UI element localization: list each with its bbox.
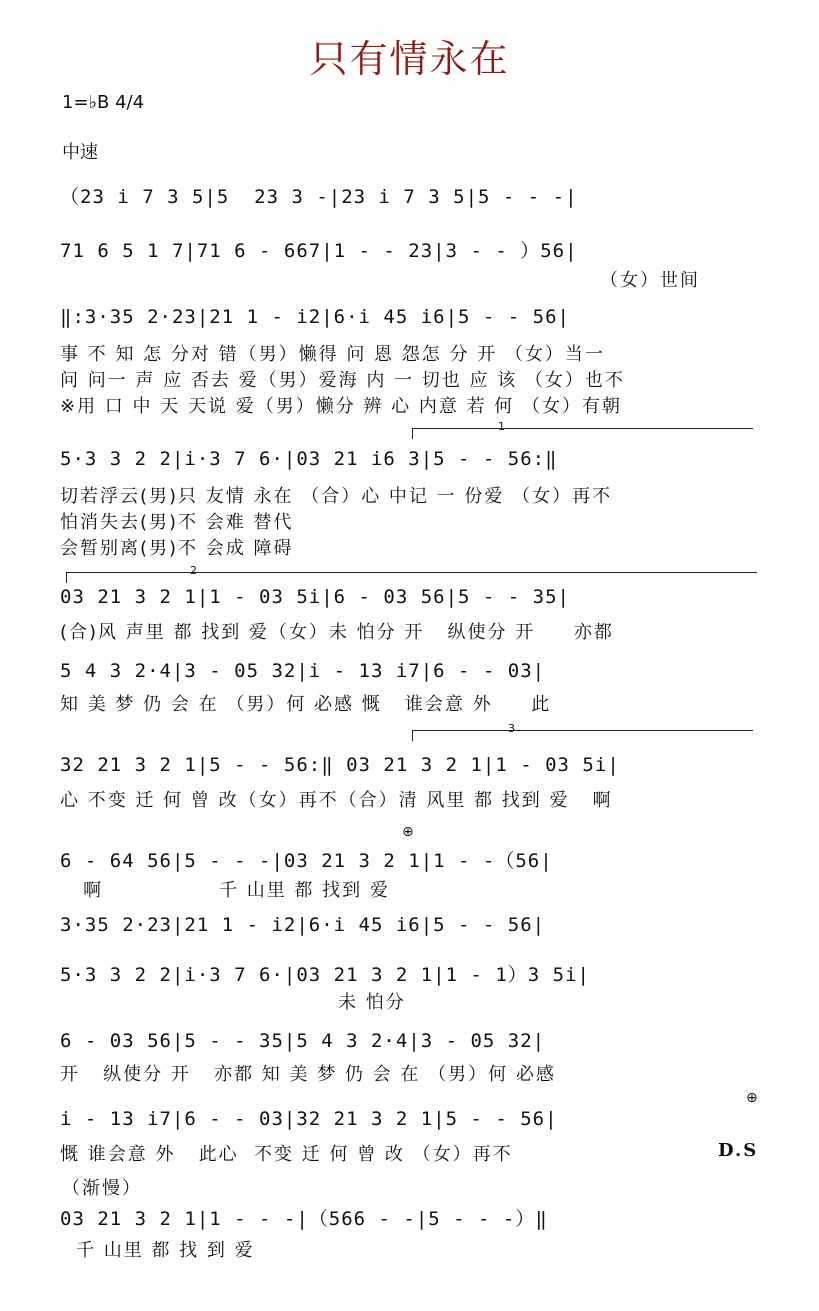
lyric-line: 千 山里 都 找 到 爱 <box>76 1240 255 1261</box>
lyric-line: ※用 口 中 天 天说 爱（男）懒分 辨 心 内意 若 何 （女）有朝 <box>60 396 623 417</box>
notation-row: 6 - 03 56|5 - - 35|5 4 3 2·4|3 - 05 32| <box>60 1030 546 1052</box>
lyric-line: 慨 谁会意 外 此心 不变 迁 何 曾 改 （女）再不 <box>60 1144 513 1165</box>
volta-number: 3 <box>508 722 515 735</box>
notation-row: 03 21 3 2 1|1 - 03 5i|6 - 03 56|5 - - 35| <box>60 586 570 608</box>
notation-row: 5·3 3 2 2|i·3 7 6·|03 21 3 2 1|1 - 1）3 5i| <box>60 964 590 986</box>
volta-number: 2 <box>190 564 197 577</box>
volta-bracket <box>66 572 757 583</box>
lyric-line: 怕消失去(男)不 会难 替代 <box>60 512 294 533</box>
notation-row: （23 i 7 3 5|5 23 3 -|23 i 7 3 5|5 - - -| <box>60 186 578 208</box>
lyric-line: 切若浮云(男)只 友情 永在 （合）心 中记 一 份爱 （女）再不 <box>60 486 613 507</box>
coda-sign: ⊕ <box>402 824 414 840</box>
notation-row: 5 4 3 2·4|3 - 05 32|i - 13 i7|6 - - 03| <box>60 660 546 682</box>
notation-row: 32 21 3 2 1|5 - - 56:‖ 03 21 3 2 1|1 - 03 5i| <box>60 754 620 776</box>
volta-bracket <box>412 428 753 439</box>
lyric-line: 未 怕分 <box>60 992 406 1013</box>
lyric-line: (合)风 声里 都 找到 爱（女）未 怕分 开 纵使分 开 亦都 <box>60 622 614 643</box>
lyric-line: 会暂别离(男)不 会成 障碍 <box>60 538 294 559</box>
lyric-line: 知 美 梦 仍 会 在 （男）何 必感 慨 谁会意 外 此 <box>60 694 552 715</box>
notation-row: ‖:3·35 2·23|21 1 - i2|6·i 45 i6|5 - - 56| <box>60 306 570 328</box>
tempo-marking: 中速 <box>62 142 98 163</box>
notation-row: 03 21 3 2 1|1 - - -|（566 - -|5 - - -）‖ <box>60 1208 548 1230</box>
song-title: 只有情永在 <box>309 37 510 81</box>
lyric-line: 开 纵使分 开 亦都 知 美 梦 仍 会 在 （男）何 必感 <box>60 1064 556 1085</box>
key-signature: 1=♭B 4/4 <box>62 92 145 113</box>
volta-number: 1 <box>498 420 505 433</box>
notation-row: 3·35 2·23|21 1 - i2|6·i 45 i6|5 - - 56| <box>60 914 546 936</box>
notation-row: 5·3 3 2 2|i·3 7 6·|03 21 i6 3|5 - - 56:‖ <box>60 448 558 470</box>
coda-sign: ⊕ <box>746 1090 758 1106</box>
lyric-line: 心 不变 迁 何 曾 改（女）再不（合）清 风里 都 找到 爱 啊 <box>60 790 613 811</box>
lyric-line: 啊 千 山里 都 找到 爱 <box>60 880 390 901</box>
lyric-line: 事 不 知 怎 分对 错（男）懒得 问 恩 怨怎 分 开 （女）当一 <box>60 344 605 365</box>
ritardando-mark: （渐慢） <box>62 1178 142 1199</box>
notation-row: 6 - 64 56|5 - - -|03 21 3 2 1|1 - -（56| <box>60 850 553 872</box>
lyric-line: 问 问一 声 应 否去 爱（男）爱海 内 一 切也 应 该 （女）也不 <box>60 370 625 391</box>
volta-bracket <box>412 730 753 741</box>
dal-segno-mark: D.S <box>718 1140 759 1161</box>
notation-row: 71 6 5 1 7|71 6 - 667|1 - - 23|3 - - ）56| <box>60 240 578 262</box>
lyric-line: （女）世间 <box>600 270 700 291</box>
notation-row: i - 13 i7|6 - - 03|32 21 3 2 1|5 - - 56| <box>60 1108 558 1130</box>
